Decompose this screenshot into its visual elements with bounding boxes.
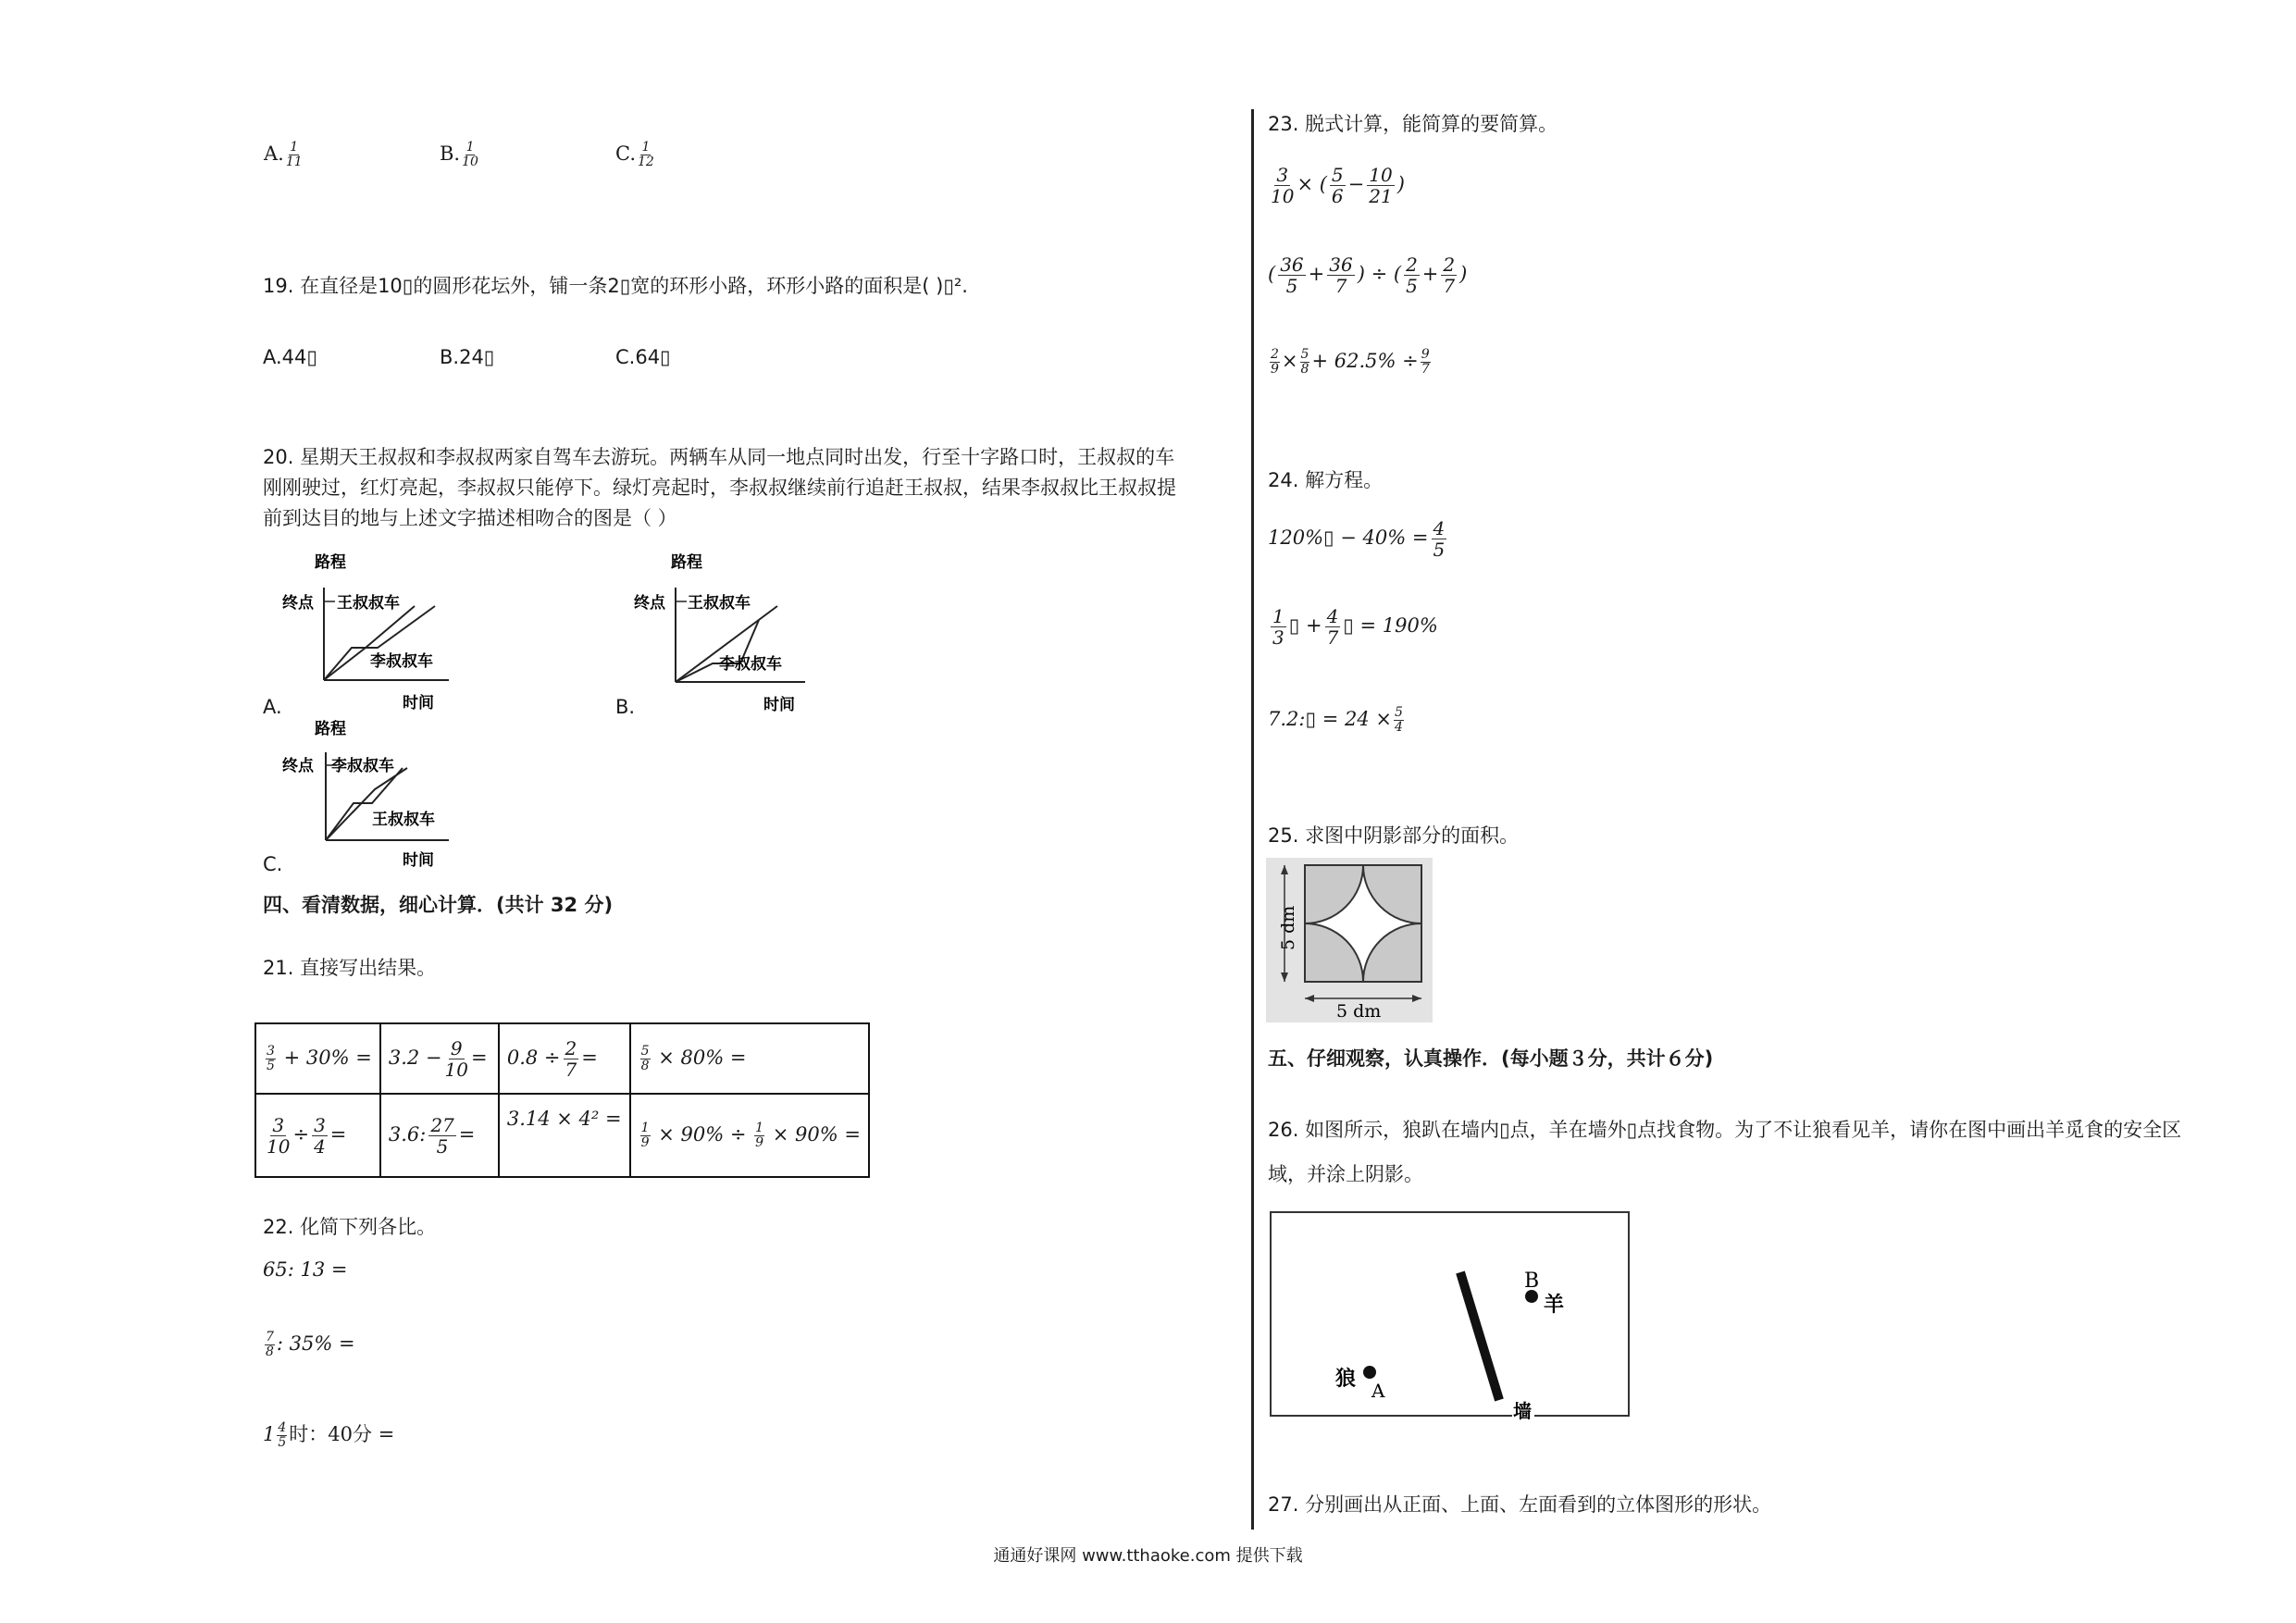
q21-cell: $\frac{1}{9}$ × 90% ÷ $\frac{1}{9}$ × 90% = bbox=[630, 1094, 869, 1177]
q21-question: 21. 直接写出结果。 bbox=[263, 957, 437, 979]
q21-cell: 3.2 − $\frac{9}{10}$ = bbox=[380, 1023, 499, 1094]
graph-a-upper-label: 王叔叔车 bbox=[337, 594, 400, 613]
q19-option-a: A.44▯ bbox=[263, 346, 317, 368]
q19-option-b: B.24▯ bbox=[440, 346, 495, 368]
q22-item-3: 1 $\frac{4}{5}$ 时：40分 = bbox=[263, 1420, 395, 1450]
q21-cell: $\frac{3}{10}$ ÷ $\frac{3}{4}$ = bbox=[255, 1094, 380, 1177]
q24-question: 24. 解方程。 bbox=[1268, 469, 1384, 491]
graph-b-end-label: 终点 bbox=[634, 594, 665, 613]
q21-cell: 0.8 ÷ $\frac{2}{7}$ = bbox=[499, 1023, 630, 1094]
q23-expression-2: ( $\frac{36}{5}$ + $\frac{36}{7}$ ) ÷ ( $\frac{2}{5}$ + $\frac{2}{7}$ ) bbox=[1268, 254, 1468, 297]
q20-line-1: 20. 星期天王叔叔和李叔叔两家自驾车去游玩。两辆车从同一地点同时出发，行至十字路口时，王叔叔的车 bbox=[263, 446, 1175, 468]
q18-option-c: C. $\frac{1}{12}$ bbox=[615, 140, 654, 169]
graph-c-lower-label: 王叔叔车 bbox=[372, 811, 435, 829]
q24-equation-2: $\frac{1}{3}$ ▯ + $\frac{4}{7}$ ▯ = 190% bbox=[1272, 605, 1438, 649]
q26-line-2: 域，并涂上阴影。 bbox=[1268, 1163, 1423, 1185]
graph-c-y-label: 路程 bbox=[315, 720, 346, 738]
q27-question: 27. 分别画出从正面、上面、左面看到的立体图形的形状。 bbox=[1268, 1493, 1772, 1516]
q21-cell: $\frac{5}{8}$ × 80% = bbox=[630, 1023, 869, 1094]
graph-a bbox=[278, 551, 463, 712]
graph-c-end-label: 终点 bbox=[282, 757, 314, 775]
graph-a-option: A. bbox=[263, 696, 282, 718]
q25-side-label: 5 dm bbox=[1278, 905, 1298, 950]
q20-line-3: 前到达目的地与上述文字描述相吻合的图是（ ） bbox=[263, 507, 677, 529]
q19-option-c: C.64▯ bbox=[615, 346, 671, 368]
q26-point-a: A bbox=[1371, 1380, 1385, 1402]
q25-question: 25. 求图中阴影部分的面积。 bbox=[1268, 824, 1520, 847]
q26-sheep-label: 羊 bbox=[1544, 1293, 1565, 1317]
q25-bottom-label: 5 dm bbox=[1336, 1001, 1382, 1022]
graph-c bbox=[278, 717, 463, 870]
graph-c-x-label: 时间 bbox=[403, 851, 434, 870]
q25-figure bbox=[1266, 858, 1433, 1022]
graph-b-upper-label: 王叔叔车 bbox=[688, 594, 751, 613]
q26-wall-label: 墙 bbox=[1513, 1400, 1532, 1422]
graph-b-y-label: 路程 bbox=[671, 553, 702, 572]
q18-option-a: A. $\frac{1}{11}$ bbox=[264, 140, 303, 169]
q23-question: 23. 脱式计算，能简算的要简算。 bbox=[1268, 113, 1558, 135]
q22-item-1: 65: 13 = bbox=[263, 1258, 348, 1281]
q23-expression-3: $\frac{2}{9}$ × $\frac{5}{8}$ + 62.5% ÷ $\frac{9}{7}$ bbox=[1271, 347, 1430, 377]
q21-cell: 3.14 × 4² = bbox=[499, 1094, 630, 1177]
graph-c-upper-label: 李叔叔车 bbox=[331, 757, 394, 775]
q21-table bbox=[254, 1022, 870, 1178]
q21-cell: 3.6: $\frac{27}{5}$ = bbox=[380, 1094, 499, 1177]
graph-b bbox=[634, 551, 819, 712]
graph-a-end-label: 终点 bbox=[282, 594, 314, 613]
q24-equation-1: 120%▯ − 40% = $\frac{4}{5}$ bbox=[1268, 517, 1446, 561]
q20-line-2: 刚刚驶过，红灯亮起，李叔叔只能停下。绿灯亮起时，李叔叔继续前行追赶王叔叔，结果李叔叔比王叔叔提 bbox=[263, 477, 1176, 499]
q19-question: 19. 在直径是10▯的圆形花坛外，铺一条2▯宽的环形小路，环形小路的面积是( )▯². bbox=[263, 275, 968, 297]
q21-cell: $\frac{3}{5}$ + 30% = bbox=[255, 1023, 380, 1094]
graph-c-option: C. bbox=[263, 853, 283, 875]
q26-point-b: B bbox=[1524, 1270, 1540, 1293]
q26-wolf-label: 狼 bbox=[1335, 1367, 1357, 1391]
graph-a-x-label: 时间 bbox=[403, 694, 434, 712]
q22-item-2: $\frac{7}{8}$ : 35% = bbox=[266, 1330, 355, 1359]
page-footer: 通通好课网 www.tthaoke.com 提供下载 bbox=[993, 1546, 1303, 1566]
graph-b-lower-label: 李叔叔车 bbox=[719, 655, 782, 674]
q23-expression-1: $\frac{3}{10}$ × ( $\frac{5}{6}$ − $\frac{10}{21}$ ) bbox=[1271, 164, 1405, 207]
section-5-title: 五、仔细观察，认真操作．(每小题３分，共计６分) bbox=[1268, 1047, 1714, 1070]
q22-question: 22. 化简下列各比。 bbox=[263, 1216, 437, 1238]
q26-line-1: 26. 如图所示，狼趴在墙内▯点，羊在墙外▯点找食物。为了不让狼看见羊，请你在图中画出羊觅食的安全区 bbox=[1268, 1119, 2182, 1141]
q18-option-b: B. $\frac{1}{10}$ bbox=[440, 140, 478, 169]
graph-b-x-label: 时间 bbox=[763, 696, 795, 712]
q24-equation-3: 7.2:▯ = 24 × $\frac{5}{4}$ bbox=[1268, 705, 1403, 735]
graph-a-y-label: 路程 bbox=[315, 553, 346, 572]
graph-a-lower-label: 李叔叔车 bbox=[370, 652, 433, 671]
graph-b-option: B. bbox=[615, 696, 636, 718]
column-divider bbox=[1251, 109, 1254, 1530]
q26-figure bbox=[1266, 1208, 1636, 1430]
section-4-title: 四、看清数据，细心计算．(共计 32 分) bbox=[263, 894, 614, 916]
